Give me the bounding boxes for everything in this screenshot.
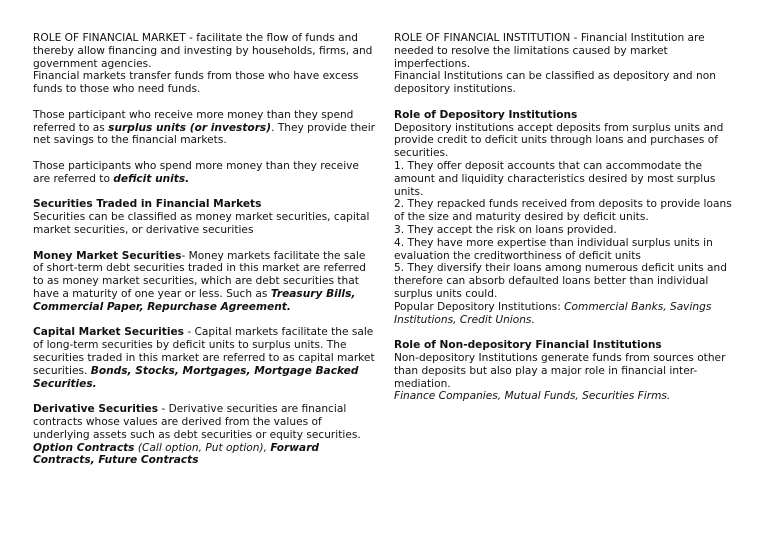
securities-paragraph: Securities can be classified as money market securities, capital market securities, or derivative securities xyxy=(33,211,370,236)
list-item: 5. They diversify their loans among numerous deficit units and therefore can absorb defaulted loans better than individual surplus units could. xyxy=(394,262,727,300)
popular-examples: Commercial Banks, Savings Institutions, Credit Unions. xyxy=(394,300,712,326)
deficit-paragraph xyxy=(33,160,375,186)
non-depository-examples: Finance Companies, Mutual Funds, Securities Firms. xyxy=(394,390,671,403)
derivative-examples xyxy=(33,442,375,468)
list-item: 4. They have more expertise than individual surplus units in evaluation the creditworthiness of deficit units xyxy=(394,236,713,262)
money-market-heading: Money Market Securities xyxy=(33,249,182,262)
left-column xyxy=(33,32,375,467)
deficit-term: deficit units. xyxy=(113,172,190,185)
classification-paragraph: Financial Institutions can be classified as depository and non depository institutions. xyxy=(394,70,716,96)
popular-label: Popular Depository Institutions: xyxy=(394,300,565,313)
surplus-paragraph xyxy=(33,109,375,147)
derivative-text: - Derivative securities are financial contracts whose values are derived from the values of underlying assets such as debt securities or equity securities. xyxy=(33,403,361,441)
market-role-paragraph: ROLE OF FINANCIAL MARKET - facilitate the flow of funds and thereby allow financing and investing by households, firms, and government agencies. xyxy=(33,32,373,70)
depository-heading: Role of Depository Institutions xyxy=(394,108,578,121)
deficit-intro: Those participants who spend more money than they receive are referred to xyxy=(33,159,359,185)
money-market-paragraph xyxy=(33,250,375,314)
money-market-examples: Treasury Bills, Commercial Paper, Repurchase Agreement. xyxy=(33,287,356,313)
capital-market-paragraph xyxy=(33,326,375,390)
capital-market-text: - Capital markets facilitate the sale of long-term securities by deficit units to surplus units. The securities traded in this market are referred to as capital market securities. xyxy=(33,326,375,377)
list-item: 1. They offer deposit accounts that can accommodate the amount and liquidity characteristics desired by most surplus units. xyxy=(394,159,716,198)
capital-market-heading: Capital Market Securities xyxy=(33,326,184,339)
derivative-heading: Derivative Securities xyxy=(33,403,159,416)
depository-paragraph: Depository institutions accept deposits from surplus units and provide credit to deficit units through loans and purchases of securities. xyxy=(394,121,724,160)
popular-depository-paragraph xyxy=(394,301,740,327)
list-item: 3. They accept the risk on loans provided. xyxy=(394,223,617,236)
option-contracts-term: Option Contracts xyxy=(33,441,135,454)
forward-contracts-term: Forward Contracts, Future Contracts xyxy=(33,441,320,467)
money-market-text: - Money markets facilitate the sale of short-term debt securities traded in this market are referred to as money market securities, which are debt securities that have a maturity of one year or less. Such as xyxy=(33,249,366,300)
surplus-outro: . They provide their net savings to the financial markets. xyxy=(33,121,376,147)
transfer-paragraph: Financial markets transfer funds from those who have excess funds to those who need funds. xyxy=(33,70,359,96)
derivative-paragraph xyxy=(33,403,375,441)
option-contracts-detail: (Call option, Put option), xyxy=(134,441,271,454)
non-depository-paragraph: Non-depository Institutions generate funds from sources other than deposits but also play a major role in financial inter-mediation. xyxy=(394,351,726,390)
securities-heading: Securities Traded in Financial Markets xyxy=(33,198,262,211)
list-item: 2. They repacked funds received from deposits to provide loans of the size and maturity desired by deficit units. xyxy=(394,198,732,224)
capital-market-examples: Bonds, Stocks, Mortgages, Mortgage Backed Securities. xyxy=(33,364,359,390)
non-depository-heading: Role of Non-depository Financial Institutions xyxy=(394,339,662,352)
surplus-intro: Those participant who receive more money than they spend referred to as xyxy=(33,108,354,134)
surplus-term: surplus units (or investors) xyxy=(108,121,272,134)
right-column xyxy=(394,32,740,403)
institution-role-paragraph: ROLE OF FINANCIAL INSTITUTION - Financial Institution are needed to resolve the limitations caused by market imperfections. xyxy=(394,32,705,70)
